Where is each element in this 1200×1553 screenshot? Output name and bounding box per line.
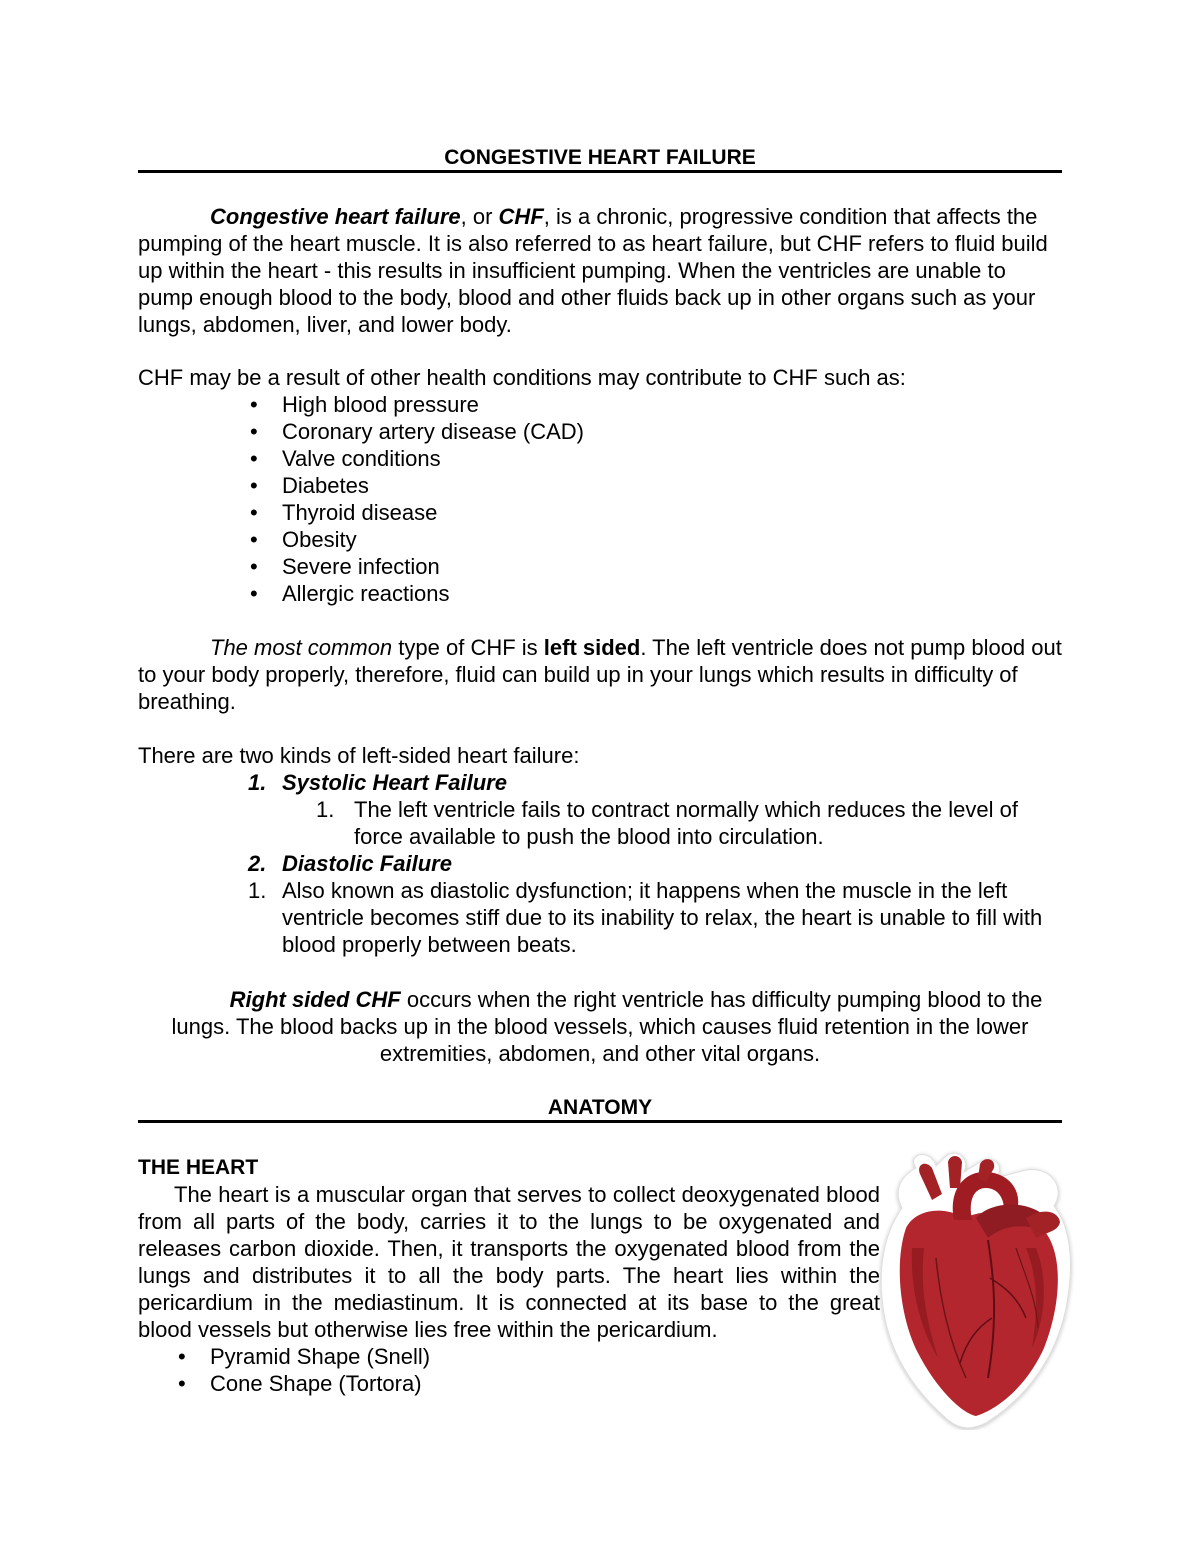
bullet-icon: • bbox=[250, 446, 258, 471]
intro-abbr: CHF bbox=[498, 204, 544, 229]
title-rule bbox=[138, 170, 1062, 173]
heart-section bbox=[138, 1154, 880, 1397]
intro-term: Congestive heart failure bbox=[210, 204, 461, 229]
heart-paragraph: The heart is a muscular organ that serves to collect deoxygenated blood from all parts of the body, carries it to the lungs to be oxygenated and releases carbon dioxide. Then, it transports the oxygenated blood from the lungs and distributes it to all the body parts. The heart lies within the pericardium in the mediastinum. It is connected at its base to the great blood vessels but otherwise lies free within the pericardium. bbox=[138, 1182, 880, 1342]
bullet-icon: • bbox=[178, 1371, 186, 1396]
page-title: CONGESTIVE HEART FAILURE bbox=[444, 146, 756, 169]
kind-name: Systolic Heart Failure bbox=[282, 770, 507, 795]
list-item: • High blood pressure bbox=[250, 392, 479, 417]
causes-lead: CHF may be a result of other health conditions may contribute to CHF such as: bbox=[138, 365, 906, 390]
kinds-section bbox=[138, 742, 1062, 958]
left-bold: left sided bbox=[543, 635, 641, 660]
bullet-icon: • bbox=[250, 500, 258, 525]
intro-text: , is a chronic, progressive condition that affects the pumping of the heart muscle. It is also referred to as heart failure, but CHF refers to fluid build up within the heart - this results in insufficient pumping. When the ventricles are unable to pump enough blood to the body, blood and other fluids back up in other organs such as your lungs, abdomen, liver, and lower body. bbox=[138, 204, 1048, 337]
left-sided-paragraph: The most common type of CHF is left sided. The left ventricle does not pump blood out to your body properly, therefore, fluid can build up in your lungs which results in difficulty of breathing. bbox=[138, 635, 1062, 714]
bullet-icon: • bbox=[250, 419, 258, 444]
list-item: • Thyroid disease bbox=[250, 500, 438, 525]
heart-anatomy-illustration bbox=[876, 1148, 1076, 1430]
list-item: • Obesity bbox=[250, 527, 357, 552]
kind-sub-item: 1. Also known as diastolic dysfunction; it happens when the muscle in the left ventricle becomes stiff due to its inability to relax, the heart is unable to fill with blood properly between beats. bbox=[248, 878, 1043, 957]
list-item: • Valve conditions bbox=[250, 446, 441, 471]
bullet-icon: • bbox=[178, 1344, 186, 1369]
heart-shapes-list bbox=[138, 1343, 880, 1397]
causes-section bbox=[138, 364, 1062, 607]
list-item: • Coronary artery disease (CAD) bbox=[250, 419, 584, 444]
left-lead: The most common bbox=[210, 635, 393, 660]
heart-title: THE HEART bbox=[138, 1156, 259, 1179]
bullet-icon: • bbox=[250, 581, 258, 606]
anatomy-rule bbox=[138, 1120, 1062, 1123]
causes-list bbox=[138, 391, 1062, 607]
list-item: • Pyramid Shape (Snell) bbox=[178, 1344, 431, 1369]
right-sided-paragraph: Right sided CHF occurs when the right ventricle has difficulty pumping blood to the lungs. The blood backs up in the blood vessels, which causes fluid retention in the lower extremities, abdomen, and other vital organs. bbox=[148, 986, 1052, 1067]
kind-name: Diastolic Failure bbox=[282, 851, 452, 876]
bullet-icon: • bbox=[250, 473, 258, 498]
anatomy-heading: ANATOMY bbox=[547, 1096, 653, 1119]
bullet-icon: • bbox=[250, 392, 258, 417]
intro-connector: , or bbox=[460, 204, 499, 229]
kind-item: 2. Diastolic Failure bbox=[248, 851, 452, 876]
list-item: • Allergic reactions bbox=[250, 581, 450, 606]
intro-paragraph bbox=[138, 203, 1062, 338]
list-item: • Severe infection bbox=[250, 554, 440, 579]
list-item: • Cone Shape (Tortora) bbox=[178, 1371, 422, 1396]
bullet-icon: • bbox=[250, 554, 258, 579]
kind-item: 1. Systolic Heart Failure bbox=[248, 770, 507, 795]
kind-sub-item: 1. The left ventricle fails to contract normally which reduces the level of force available to push the blood into circulation. bbox=[316, 797, 1018, 849]
kinds-lead: There are two kinds of left-sided heart failure: bbox=[138, 743, 580, 768]
list-item: • Diabetes bbox=[250, 473, 369, 498]
right-term: Right sided CHF bbox=[229, 987, 401, 1012]
bullet-icon: • bbox=[250, 527, 258, 552]
